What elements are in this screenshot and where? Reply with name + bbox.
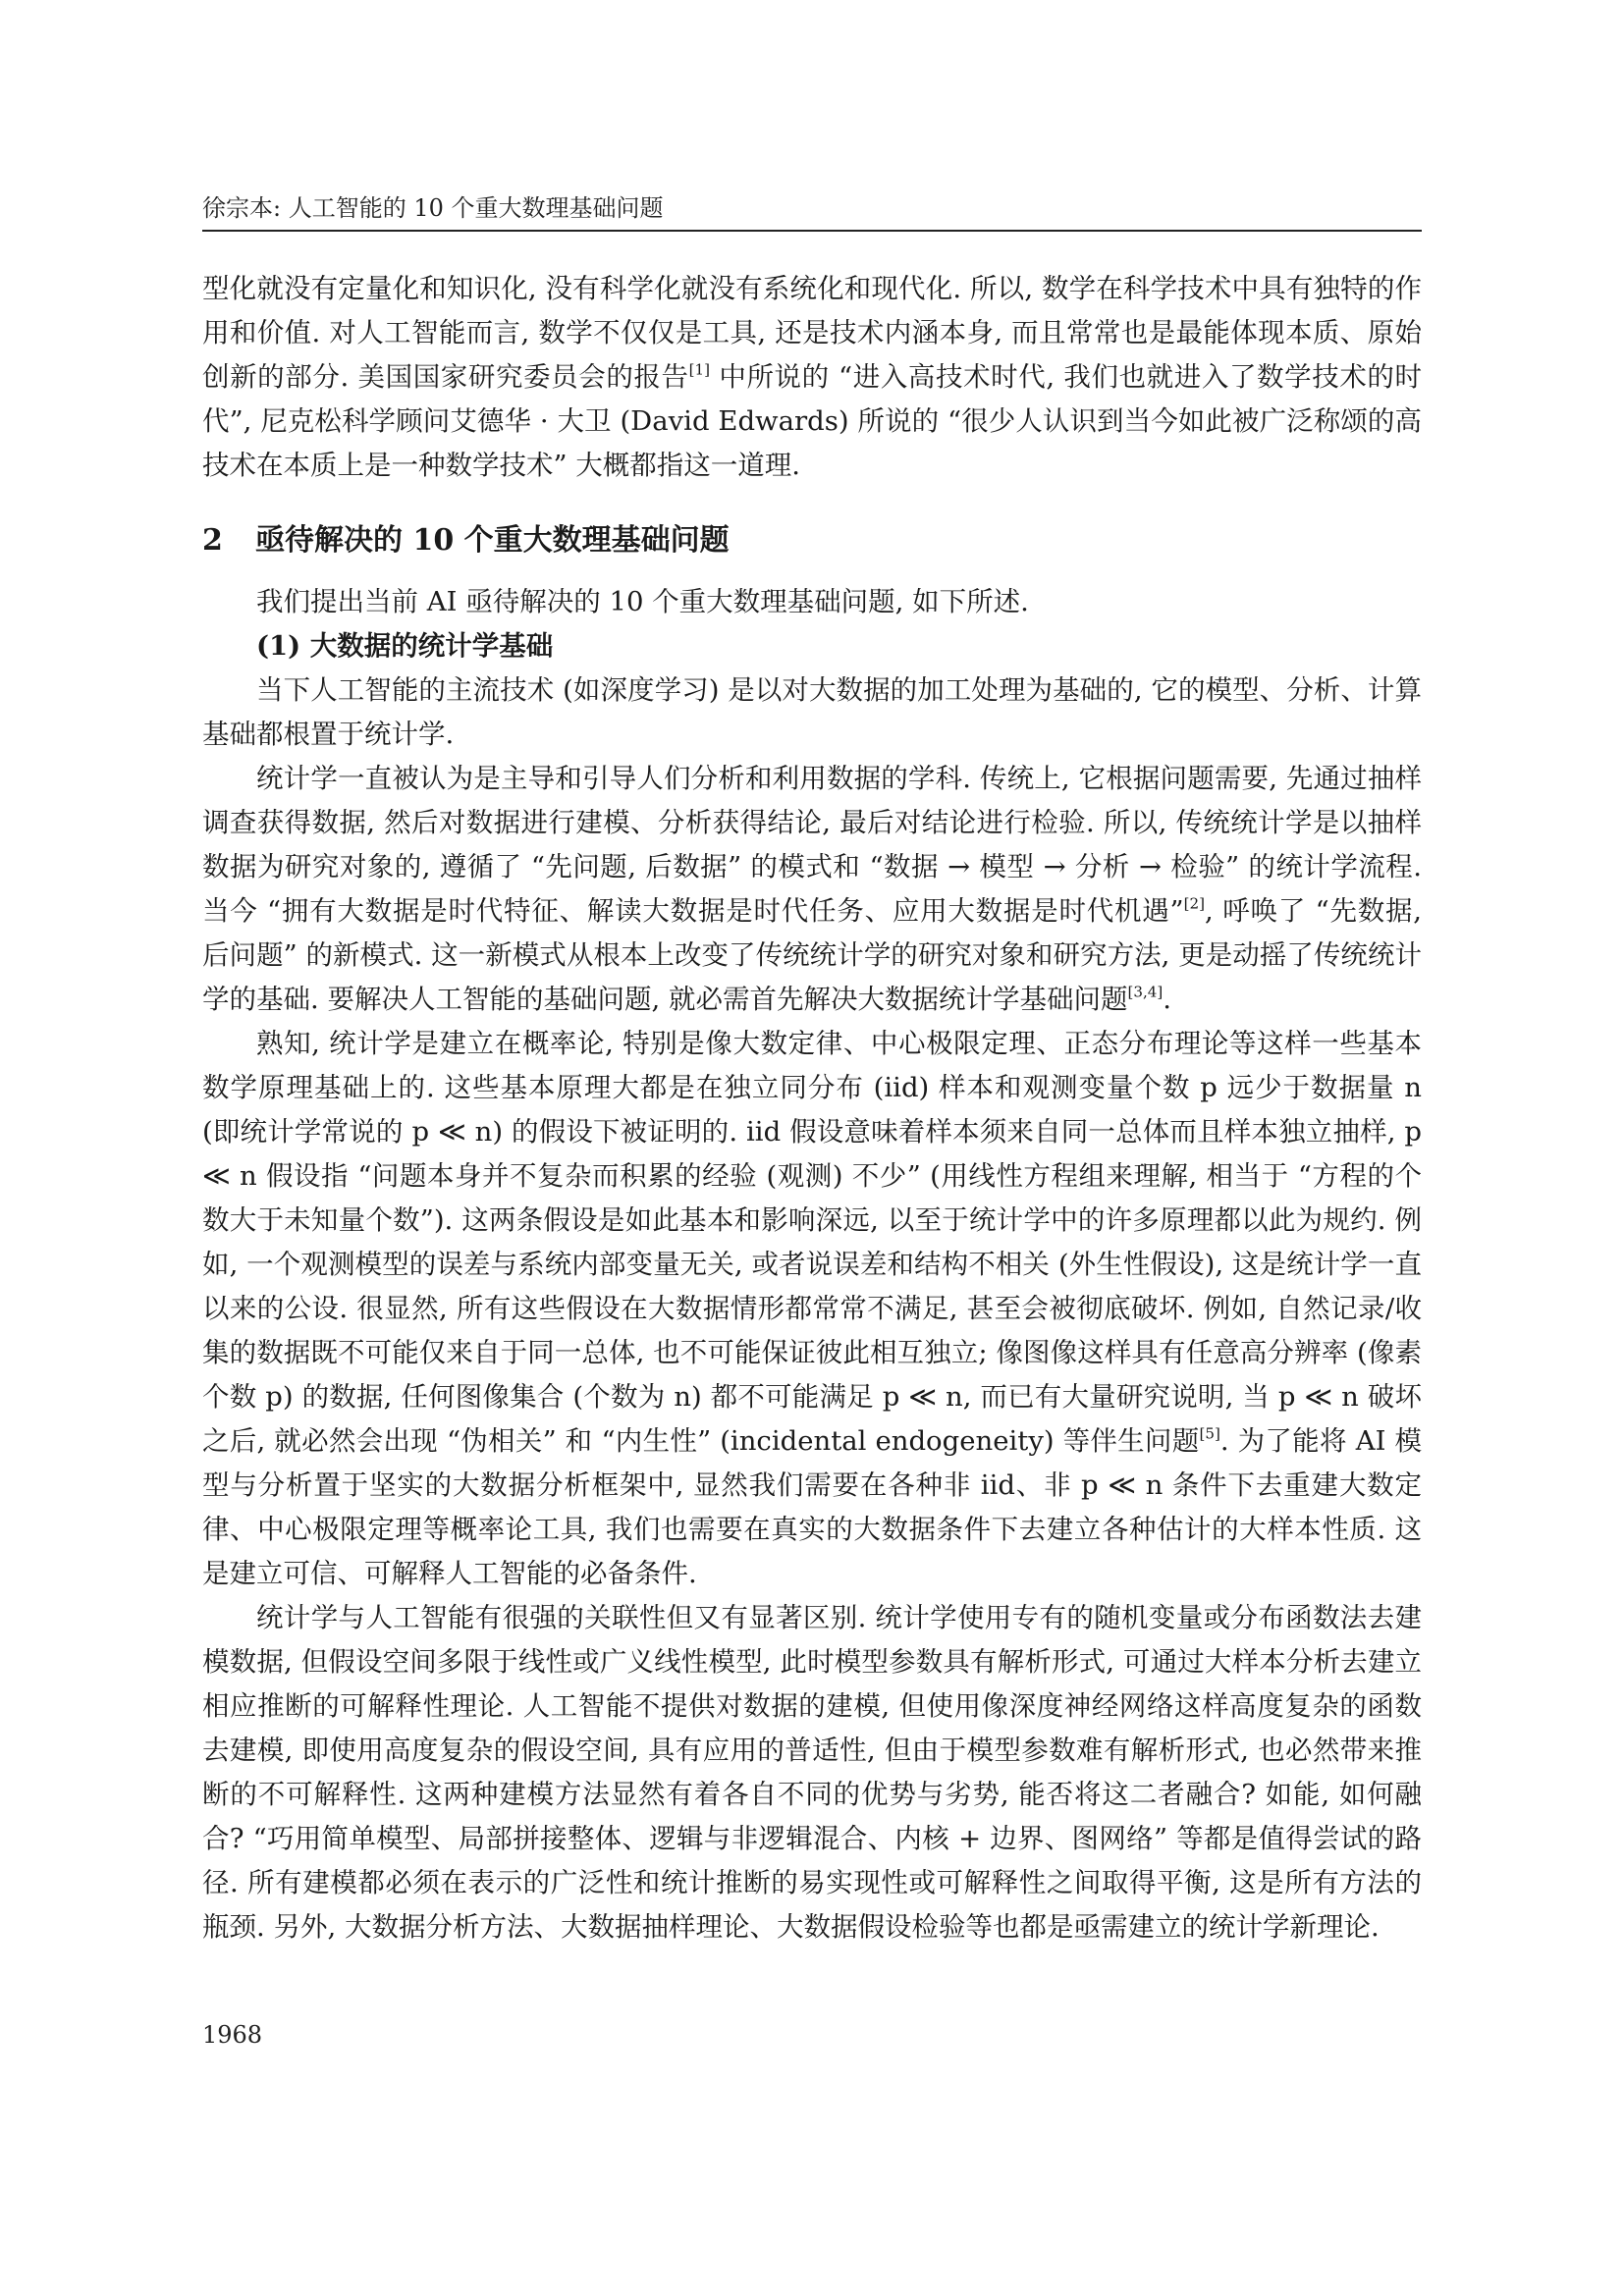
p3-text-a: 熟知, 统计学是建立在概率论, 特别是像大数定律、中心极限定理、正态分布理论等这样一些基本数学原理基础上的. 这些基本原理大都是在独立同分布 (iid) 样本和观测变量个数 p 远少于数据量 n (即统计学常说的 p ≪ n) 的假设下被证明的. iid 假设意味着样本须来自同一总体而且样本独立抽样, p ≪ n 假设指 “问题本身并不复杂而积累的经验 (观测) 不少” (用线性方程组来理解, 相当于 “方程的个数大于未知量个数”). 这两条假设是如此基本和影响深远, 以至于统计学中的许多原理都以此为规约. 例如, 一个观测模型的误差与系统内部变量无关, 或者说误差和结构不相关 (外生性假设), 这是统计学一直以来的公设. 很显然, 所有这些假设在大数据情形都常常不满足, 甚至会被彻底破坏. 例如, 自然记录/收集的数据既不可能仅来自于同一总体, 也不可能保证彼此相互独立; 像图像这样具有任意高分辨率 (像素个数 p) 的数据, 任何图像集合 (个数为 n) 都不可能满足 p ≪ n, 而已有大量研究说明, 当 p ≪ n 破坏之后, 就必然会出现 “伪相关” 和 “内生性” (incidental endogeneity) 等伴生问题 [202, 1028, 1422, 1457]
p2-text-b: , 呼唤了 “先数据, 后问题” 的新模式. 这一新模式从根本上改变了传统统计学的研究对象和研究方法, 更是动摇了传统统计学的基础. 要解决人工智能的基础问题, 就必需首先解决大数据统计学基础问题 [202, 895, 1422, 1015]
header-rule [202, 230, 1422, 232]
p2-text-c: . [1163, 984, 1172, 1015]
article-body [202, 267, 1422, 1949]
intro-text-a: 型化就没有定量化和知识化, 没有科学化就没有系统化和现代化. 所以, 数学在科学技术中具有独特的作用和价值. 对人工智能而言, 数学不仅仅是工具, 还是技术内涵本身, 而且常常也是最能体现本质、原始创新的部分. 美国国家研究委员会的报告 [202, 273, 1422, 393]
lead-paragraph: 我们提出当前 AI 亟待解决的 10 个重大数理基础问题, 如下所述. [256, 586, 1029, 617]
paragraph-4: 统计学与人工智能有很强的关联性但又有显著区别. 统计学使用专有的随机变量或分布函数法去建模数据, 但假设空间多限于线性或广义线性模型, 此时模型参数具有解析形式, 可通过大样本分析去建立相应推断的可解释性理论. 人工智能不提供对数据的建模, 但使用像深度神经网络这样高度复杂的函数去建模, 即使用高度复杂的假设空间, 具有应用的普适性, 但由于模型参数难有解析形式, 也必然带来推断的不可解释性. 这两种建模方法显然有着各自不同的优势与劣势, 能否将这二者融合? 如能, 如何融合? “巧用简单模型、局部拼接整体、逻辑与非逻辑混合、内核 + 边界、图网络” 等都是值得尝试的路径. 所有建模都必须在表示的广泛性和统计推断的易实现性或可解释性之间取得平衡, 这是所有方法的瓶颈. 另外, 大数据分析方法、大数据抽样理论、大数据假设检验等也都是亟需建立的统计学新理论. [202, 1602, 1422, 1943]
section-title: 亟待解决的 10 个重大数理基础问题 [255, 523, 730, 558]
p2-text-a: 统计学一直被认为是主导和引导人们分析和利用数据的学科. 传统上, 它根据问题需要, 先通过抽样调查获得数据, 然后对数据进行建模、分析获得结论, 最后对结论进行检验. 所以, 传统统计学是以抽样数据为研究对象的, 遵循了 “先问题, 后数据” 的模式和 “数据 → 模型 → 分析 → 检验” 的统计学流程. 当今 “拥有大数据是时代特征、解读大数据是时代任务、应用大数据是时代机遇” [202, 763, 1422, 927]
intro-text-b: 中所说的 “进入高技术时代, 我们也就进入了数学技术的时代”, 尼克松科学顾问艾德华 · 大卫 (David Edwards) 所说的 “很少人认识到当今如此被广泛称颂的高技术在本质上是一种数学技术” 大概都指这一道理. [202, 361, 1423, 481]
intro-paragraph [202, 267, 1422, 488]
subsection-heading: (1) 大数据的统计学基础 [256, 630, 554, 662]
paragraph-3 [202, 1022, 1422, 1596]
citation-3-4: [3,4] [1127, 983, 1164, 1001]
citation-5: [5] [1199, 1424, 1220, 1443]
p3-text-b: . 为了能将 AI 模型与分析置于坚实的大数据分析框架中, 显然我们需要在各种非 iid、非 p ≪ n 条件下去重建大数定律、中心极限定理等概率论工具, 我们也需要在真实的大数据条件下去建立各种估计的大样本性质. 这是建立可信、可解释人工智能的必备条件. [202, 1425, 1422, 1589]
section-number: 2 [202, 523, 223, 558]
paragraph-2 [202, 757, 1422, 1022]
paragraph-1: 当下人工智能的主流技术 (如深度学习) 是以对大数据的加工处理为基础的, 它的模型、分析、计算基础都根置于统计学. [202, 674, 1422, 750]
section-heading [202, 488, 1422, 580]
citation-2: [2] [1183, 894, 1206, 913]
running-header: 徐宗本: 人工智能的 10 个重大数理基础问题 [202, 194, 664, 222]
citation-1: [1] [688, 360, 711, 379]
page-number: 1968 [202, 2021, 263, 2049]
